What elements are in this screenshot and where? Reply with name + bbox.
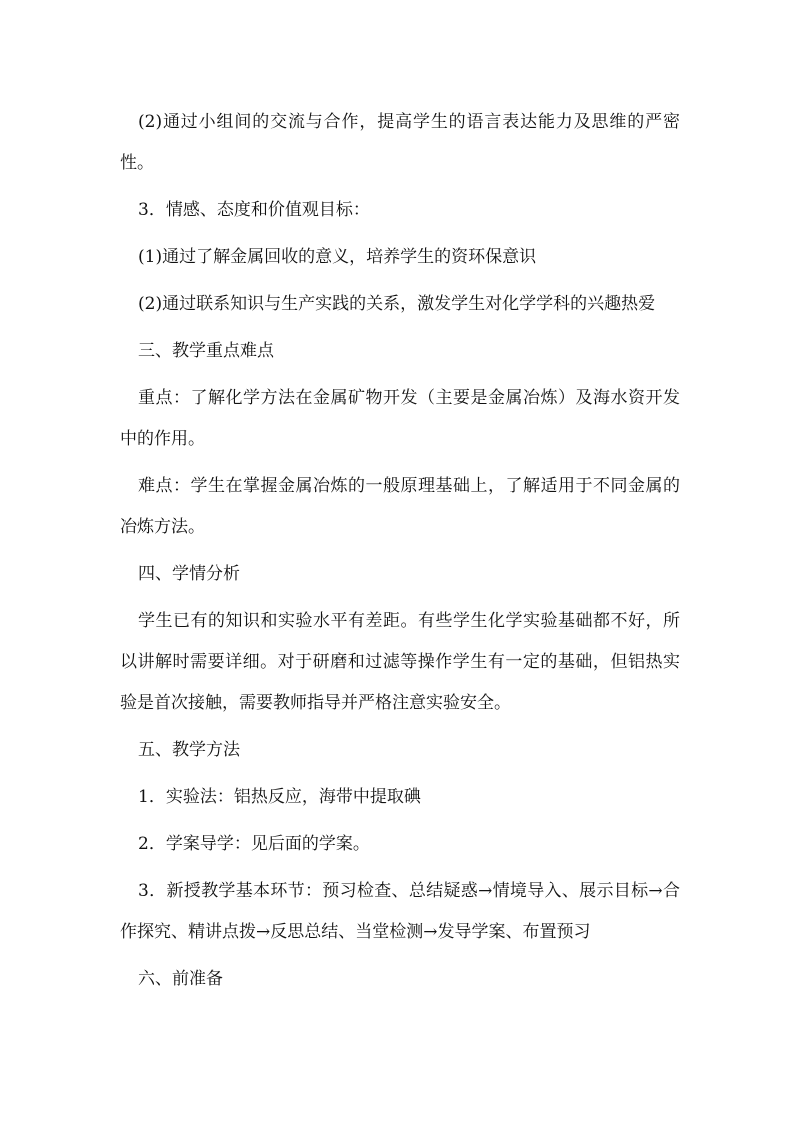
- paragraph-interest-goal: (2)通过联系知识与生产实践的关系，激发学生对化学学科的兴趣热爱: [138, 294, 656, 314]
- heading-preparation: 六、前准备: [138, 969, 223, 989]
- paragraph-method-steps: 3．新授教学基本环节：预习检查、总结疑惑→情境导入、展示目标→合作探究、精讲点拨→反思总结、当堂检测→发导学案、布置预习: [120, 881, 680, 942]
- paragraph-method-guide: 2．学案导学：见后面的学案。: [138, 834, 370, 854]
- document-body: [120, 102, 680, 1000]
- paragraph-thinking-goal: (2)通过小组间的交流与合作，提高学生的语言表达能力及思维的严密性。: [120, 112, 680, 173]
- heading-student-analysis: 四、学情分析: [138, 564, 240, 584]
- paragraph-difficult-point: 难点：学生在掌握金属冶炼的一般原理基础上，了解适用于不同金属的冶炼方法。: [120, 476, 680, 537]
- paragraph-recycling-goal: (1)通过了解金属回收的意义，培养学生的资环保意识: [138, 247, 537, 267]
- heading-key-points: 三、教学重点难点: [138, 341, 274, 361]
- paragraph-student-analysis: 学生已有的知识和实验水平有差距。有些学生化学实验基础都不好，所以讲解时需要详细。对于研磨和过滤等操作学生有一定的基础，但铝热实验是首次接触，需要教师指导并严格注意实验安全。: [120, 611, 680, 713]
- heading-emotion-goals: 3．情感、态度和价值观目标：: [138, 200, 370, 220]
- heading-teaching-methods: 五、教学方法: [138, 740, 240, 760]
- paragraph-key-point: 重点：了解化学方法在金属矿物开发（主要是金属冶炼）及海水资开发中的作用。: [120, 388, 680, 449]
- paragraph-method-experiment: 1．实验法：铝热反应，海带中提取碘: [138, 787, 421, 807]
